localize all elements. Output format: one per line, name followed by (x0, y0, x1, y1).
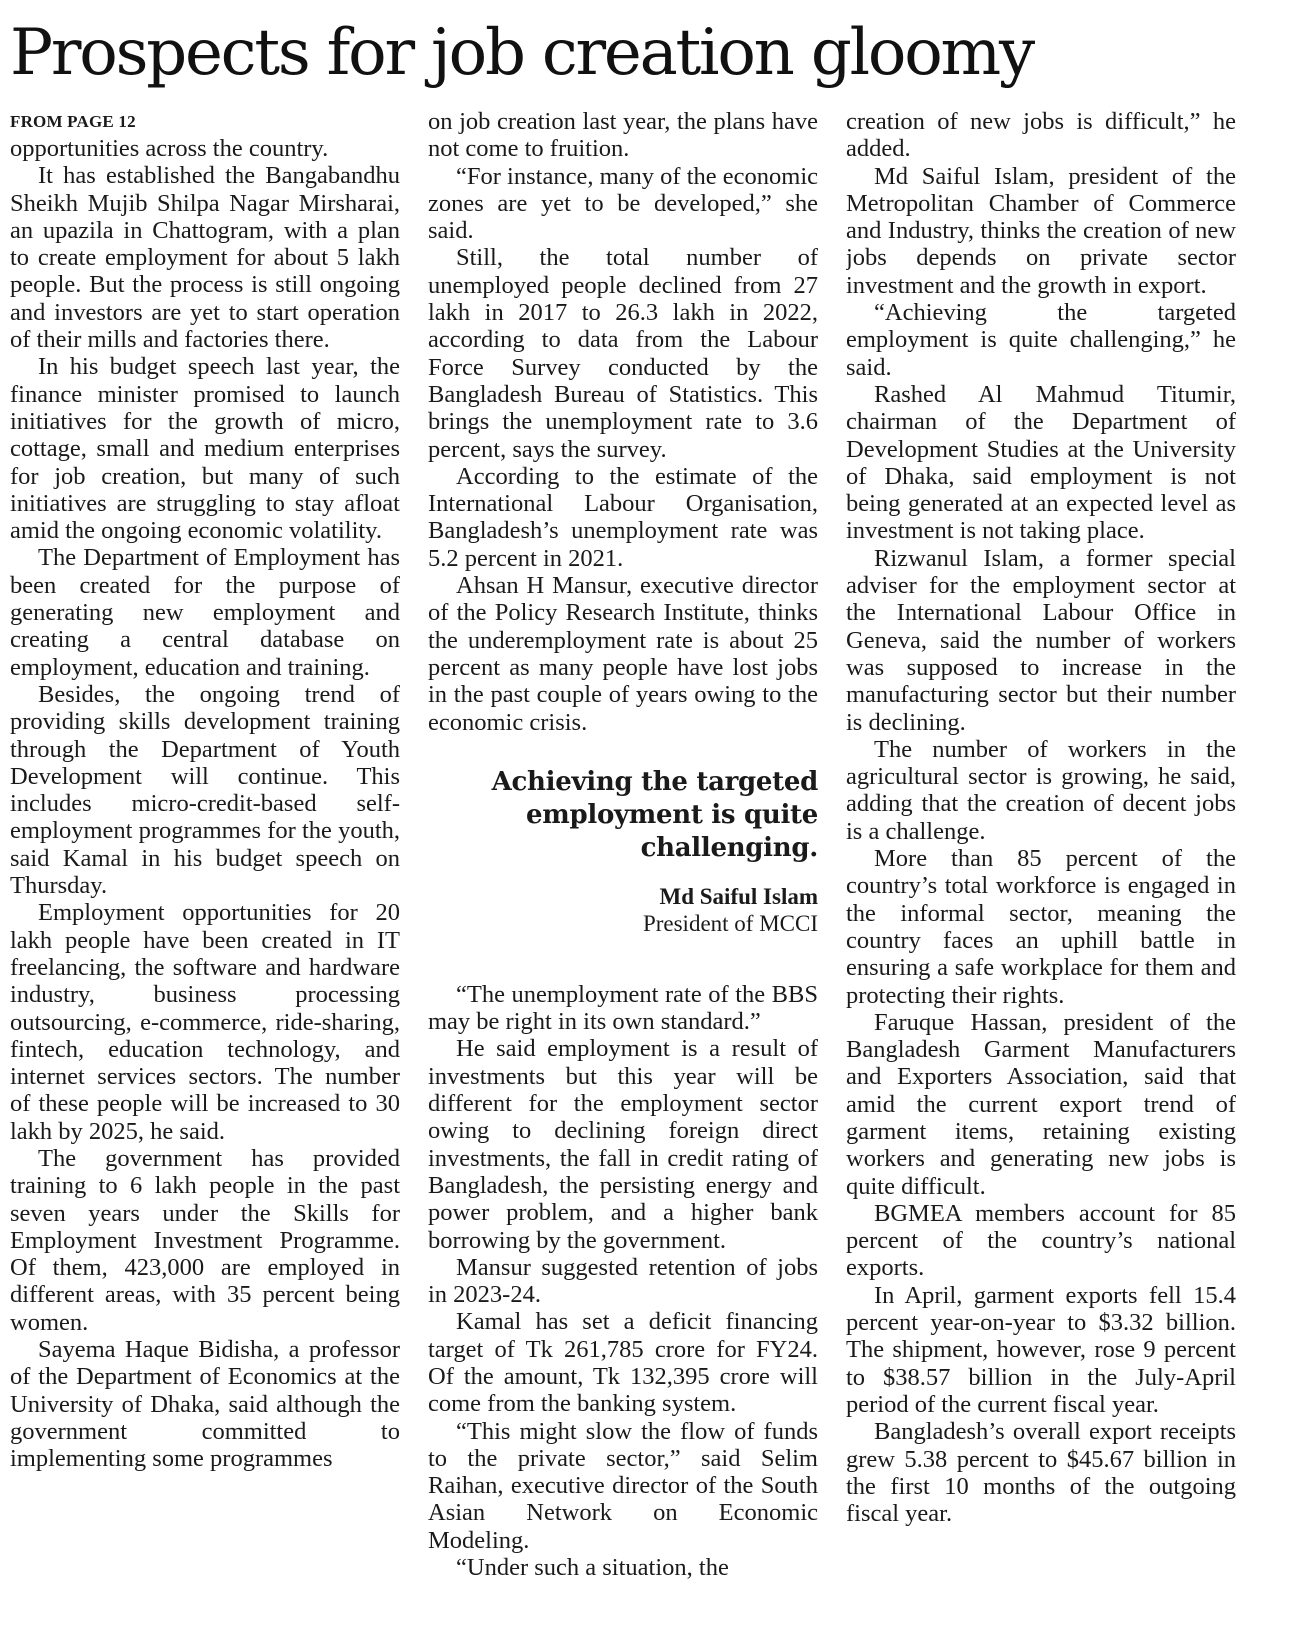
paragraph: Mansur suggested retention of jobs in 2023-24. (428, 1253, 818, 1309)
paragraph: The Department of Employment has been created for the purpose of generating new employment and creating a central database on employment, education and training. (10, 544, 400, 681)
paragraph: Ahsan H Mansur, executive director of the Policy Research Institute, thinks the underemployment rate is about 25 percent as many people have lost jobs in the past couple of years owing to the economic crisis. (428, 572, 818, 736)
paragraph: Kamal has set a deficit financing target of Tk 261,785 crore for FY24. Of the amount, Tk 132,395 crore will come from the banking system. (428, 1308, 818, 1418)
pull-quote-text: Achieving the targeted employment is quite challenging. (491, 766, 818, 863)
article-column-2 (428, 108, 818, 1644)
paragraph: “Achieving the targeted employment is quite challenging,” he said. (846, 299, 1236, 381)
paragraph: “For instance, many of the economic zones are yet to be developed,” she said. (428, 162, 818, 245)
pull-quote-name: Md Saiful Islam (659, 883, 818, 909)
paragraph: “This might slow the flow of funds to the private sector,” said Selim Raihan, executive director of the South Asian Network on Economic Modeling. (428, 1417, 818, 1554)
pull-quote (428, 756, 818, 937)
paragraph: The number of workers in the agricultural sector is growing, he said, adding that the creation of decent jobs is a challenge. (846, 735, 1236, 845)
article-column-1 (10, 108, 400, 1644)
paragraph: “The unemployment rate of the BBS may be right in its own standard.” (428, 980, 818, 1036)
paragraph: opportunities across the country. (10, 135, 329, 162)
paragraph: According to the estimate of the International Labour Organisation, Bangladesh’s unemployment rate was 5.2 percent in 2021. (428, 462, 818, 572)
paragraph: In April, garment exports fell 15.4 percent year-on-year to $3.32 billion. The shipment, however, rose 9 percent to $38.57 billion in the July-April period of the current fiscal year. (846, 1281, 1236, 1418)
paragraph: Faruque Hassan, president of the Bangladesh Garment Manufacturers and Exporters Association, said that amid the current export trend of garment items, retaining existing workers and generating new jobs is quite difficult. (846, 1008, 1236, 1200)
article-column-3 (846, 108, 1236, 1644)
paragraph: He said employment is a result of investments but this year will be different for the employment sector owing to declining foreign direct investments, the fall in credit rating of Bangladesh, the persisting energy and power problem, and a higher bank borrowing by the government. (428, 1035, 818, 1254)
headline: Prospects for job creation gloomy (10, 16, 1033, 90)
paragraph: Still, the total number of unemployed people declined from 27 lakh in 2017 to 26.3 lakh in 2022, according to data from the Labour Force Survey conducted by the Bangladesh Bureau of Statistics. This brings the unemployment rate to 3.6 percent, says the survey. (428, 244, 818, 463)
pull-quote-role: President of MCCI (642, 910, 818, 936)
paragraph: In his budget speech last year, the finance minister promised to launch initiatives for the growth of micro, cottage, small and medium enterprises for job creation, but many of such initiatives are struggling to stay afloat amid the ongoing economic volatility. (10, 353, 400, 545)
paragraph: creation of new jobs is difficult,” he added. (846, 108, 1236, 163)
paragraph: BGMEA members account for 85 percent of the country’s national exports. (846, 1199, 1236, 1282)
paragraph: on job creation last year, the plans have not come to fruition. (428, 108, 818, 163)
paragraph: Besides, the ongoing trend of providing skills development training through the Department of Youth Development will continue. This includes micro-credit-based self-employment programmes for the youth, said Kamal in his budget speech on Thursday. (10, 680, 400, 900)
paragraph: “Under such a situation, the (456, 1554, 729, 1582)
paragraph: Rashed Al Mahmud Titumir, chairman of the Department of Development Studies at the University of Dhaka, said employment is not being generated at an expected level as investment is not taking place. (846, 380, 1236, 545)
jump-label: FROM PAGE 12 (10, 112, 136, 131)
paragraph: Employment opportunities for 20 lakh people have been created in IT freelancing, the software and hardware industry, business processing outsourcing, e-commerce, ride-sharing, fintech, education technology, and internet services sectors. The number of these people will be increased to 30 lakh by 2025, he said. (10, 899, 400, 1145)
paragraph: Md Saiful Islam, president of the Metropolitan Chamber of Commerce and Industry, thinks the creation of new jobs depends on private sector investment and the growth in export. (846, 162, 1236, 299)
paragraph: More than 85 percent of the country’s total workforce is engaged in the informal sector, meaning the country faces an uphill battle in ensuring a safe workplace for them and protecting their rights. (846, 845, 1236, 1009)
paragraph: Rizwanul Islam, a former special adviser for the employment sector at the International Labour Office in Geneva, said the number of workers was supposed to increase in the manufacturing sector but their number is declining. (846, 544, 1236, 736)
paragraph: Sayema Haque Bidisha, a professor of the Department of Economics at the University of Dhaka, said although the government committed to implementing some programmes (10, 1336, 400, 1473)
paragraph: Bangladesh’s overall export receipts grew 5.38 percent to $45.67 billion in the first 10 months of the outgoing fiscal year. (846, 1418, 1236, 1528)
paragraph: It has established the Bangabandhu Sheikh Mujib Shilpa Nagar Mirsharai, an upazila in Chattogram, with a plan to create employment for about 5 lakh people. But the process is still ongoing and investors are yet to start operation of their mills and factories there. (10, 162, 400, 354)
paragraph: The government has provided training to 6 lakh people in the past seven years under the Skills for Employment Investment Programme. Of them, 423,000 are employed in different areas, with 35 percent being women. (10, 1144, 400, 1336)
